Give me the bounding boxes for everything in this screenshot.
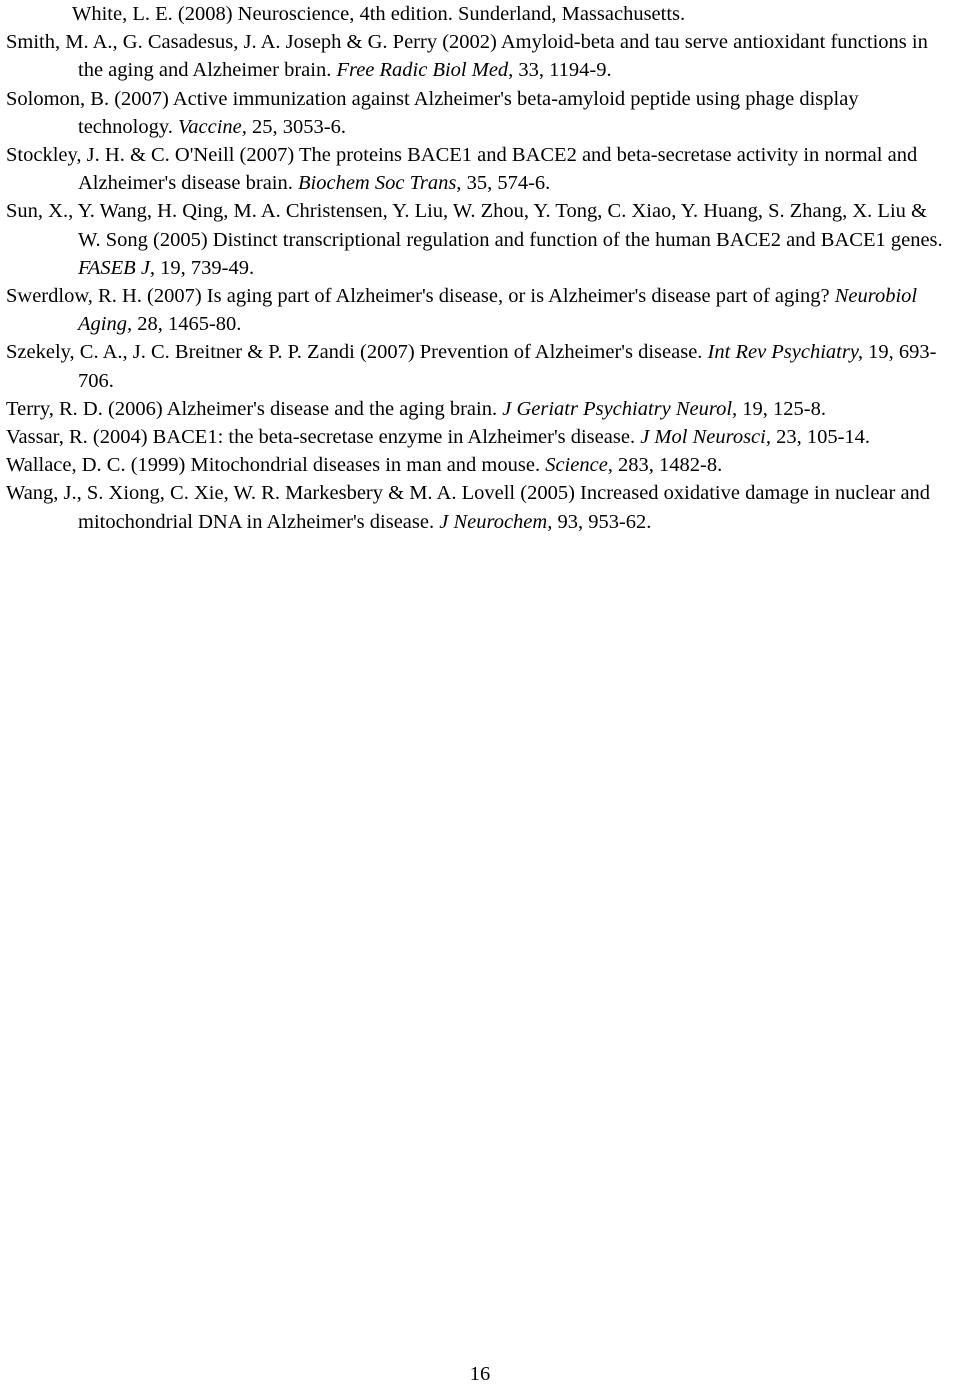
reference-text: Smith, M. A., G. Casadesus, J. A. Joseph & G. Perry (2002) Amyloid-beta and tau serve antioxidant functions in the aging and Alzheimer brain.	[6, 31, 928, 82]
reference-journal: Vaccine,	[178, 115, 247, 138]
reference-pages: 1194-9.	[544, 59, 612, 82]
reference-white	[6, 0, 952, 28]
reference-stockley	[6, 141, 952, 197]
reference-volume: 28,	[132, 313, 163, 336]
reference-pages: 739-49.	[185, 256, 255, 279]
reference-journal: Biochem Soc Trans,	[298, 172, 462, 195]
reference-text: Wallace, D. C. (1999) Mitochondrial diseases in man and mouse.	[6, 454, 546, 477]
reference-pages: 1465-80.	[162, 313, 242, 336]
reference-journal: J Mol Neurosci,	[640, 426, 771, 449]
reference-text: Sun, X., Y. Wang, H. Qing, M. A. Christensen, Y. Liu, W. Zhou, Y. Tong, C. Xiao, Y. Huang, S. Zhang, X. Liu & W. Song (2005) Distinct transcriptional regulation and function of the human BACE2 and BACE1 genes.	[6, 200, 943, 251]
reference-wang	[6, 479, 952, 535]
reference-text: Swerdlow, R. H. (2007) Is aging part of Alzheimer's disease, or is Alzheimer's disease part of aging?	[6, 285, 835, 308]
reference-journal: FASEB J,	[78, 256, 156, 279]
reference-journal: Neurobiol Aging,	[78, 285, 918, 336]
reference-journal: Int Rev Psychiatry,	[707, 341, 863, 364]
reference-text: Vassar, R. (2004) BACE1: the beta-secretase enzyme in Alzheimer's disease.	[6, 426, 641, 449]
reference-journal: J Neurochem,	[439, 510, 553, 533]
reference-text: Terry, R. D. (2006) Alzheimer's disease and the aging brain.	[6, 397, 503, 420]
reference-text: Wang, J., S. Xiong, C. Xie, W. R. Markesbery & M. A. Lovell (2005) Increased oxidative damage in nuclear and mitochondrial DNA in Alzheimer's disease.	[6, 482, 931, 533]
reference-swerdlow	[6, 282, 952, 338]
reference-smith	[6, 28, 952, 84]
reference-volume: 23,	[770, 426, 802, 449]
reference-vassar	[6, 423, 952, 451]
reference-volume: 35,	[461, 172, 493, 195]
reference-szekely	[6, 338, 952, 394]
reference-volume: 283,	[612, 454, 654, 477]
reference-pages: 1482-8.	[653, 454, 723, 477]
reference-journal: Science,	[545, 454, 613, 477]
reference-journal: Free Radic Biol Med,	[336, 59, 514, 82]
reference-text: Stockley, J. H. & C. O'Neill (2007) The proteins BACE1 and BACE2 and beta-secretase activity in normal and Alzheimer's disease brain.	[6, 144, 918, 195]
reference-volume: 19,	[862, 341, 894, 364]
reference-sun	[6, 197, 952, 282]
reference-text: White, L. E. (2008) Neuroscience, 4th edition. Sunderland, Massachusetts.	[72, 3, 686, 25]
reference-solomon	[6, 85, 952, 141]
reference-pages: 953-62.	[583, 510, 652, 533]
reference-pages: 105-14.	[801, 426, 871, 449]
reference-list	[6, 0, 952, 536]
reference-volume: 93,	[552, 510, 584, 533]
reference-volume: 19,	[155, 256, 186, 279]
reference-journal: J Geriatr Psychiatry Neurol,	[502, 397, 738, 420]
reference-pages: 574-6.	[492, 172, 551, 195]
reference-pages: 125-8.	[767, 397, 826, 420]
reference-text: Solomon, B. (2007) Active immunization against Alzheimer's beta-amyloid peptide using phage display technology.	[6, 87, 859, 138]
reference-pages: 693-706.	[78, 341, 937, 392]
reference-terry	[6, 395, 952, 423]
reference-text: Szekely, C. A., J. C. Breitner & P. P. Zandi (2007) Prevention of Alzheimer's disease.	[6, 341, 708, 364]
page-number: 16	[469, 1363, 491, 1385]
reference-pages: 3053-6.	[277, 115, 346, 138]
reference-volume: 19,	[737, 397, 768, 420]
reference-volume: 33,	[513, 59, 545, 82]
reference-volume: 25,	[246, 115, 278, 138]
reference-wallace	[6, 451, 952, 479]
